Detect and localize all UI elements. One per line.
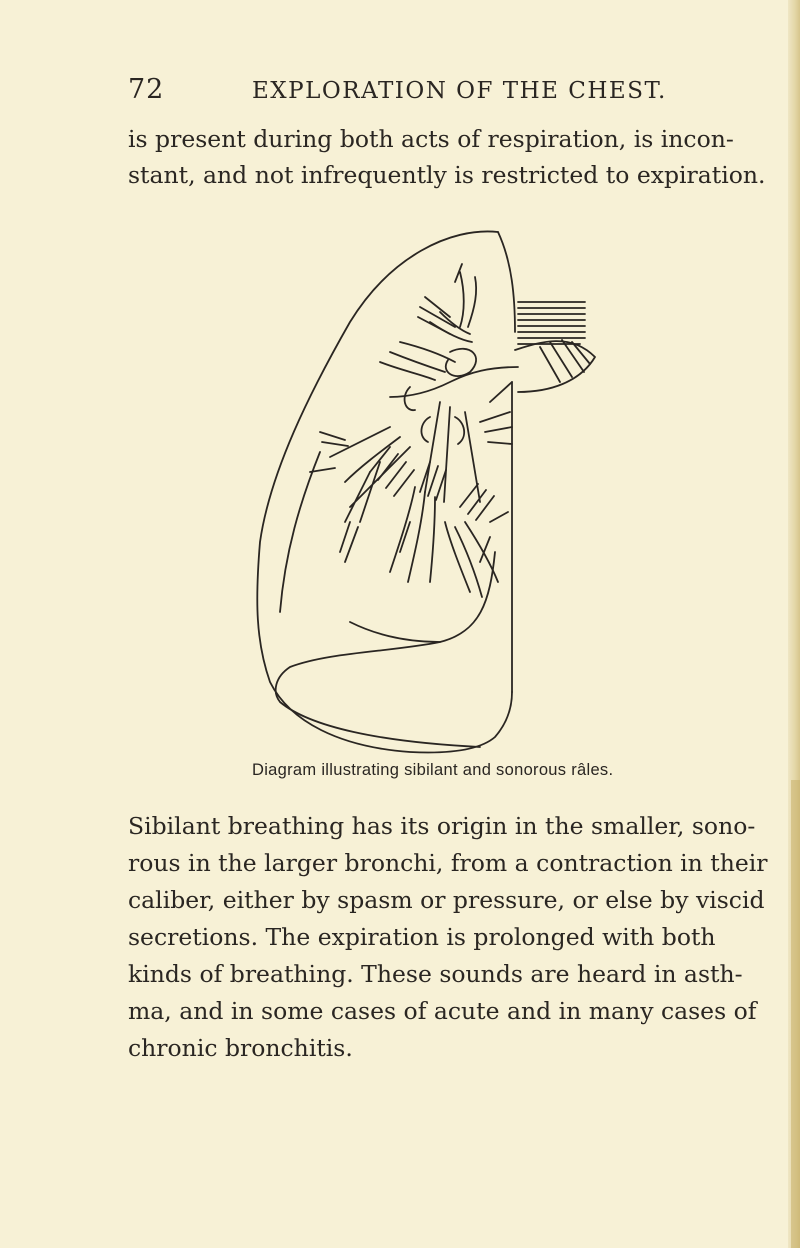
text-line: rous in the larger bronchi, from a contraction in their	[128, 849, 768, 877]
text-line: secretions. The expiration is prolonged with both	[128, 923, 716, 951]
bronchi-right-branch	[480, 382, 512, 444]
bronchi-middle	[380, 342, 455, 380]
lung-diagram-figure	[250, 222, 610, 762]
text-line: caliber, either by spasm or pressure, or else by viscid	[128, 886, 765, 914]
paragraph-main	[128, 808, 768, 1067]
left-inner-line	[280, 452, 320, 612]
bronchi-lower-main	[425, 402, 480, 502]
figure-caption: Diagram illustrating sibilant and sonorous râles.	[252, 761, 614, 779]
bronchi-lower-left	[330, 427, 410, 522]
running-title: EXPLORATION OF THE CHEST.	[252, 78, 667, 104]
bronchi-lower-center	[390, 487, 498, 597]
lobe-fissure	[276, 552, 495, 747]
bronchi-scroll	[446, 349, 476, 376]
text-line: ma, and in some cases of acute and in many cases of	[128, 997, 757, 1025]
bronchus-stub	[518, 302, 585, 344]
bronchus-hatch	[540, 340, 590, 382]
text-line: chronic bronchitis.	[128, 1034, 353, 1062]
page-number: 72	[128, 74, 165, 105]
bronchi-upper	[430, 264, 476, 342]
text-line: is present during both acts of respiration, is incon-	[128, 125, 734, 153]
text-line: kinds of breathing. These sounds are heard in asth-	[128, 960, 743, 988]
paragraph-top	[128, 122, 766, 193]
text-line: Sibilant breathing has its origin in the smaller, sono-	[128, 812, 756, 840]
lobe-fissure-small	[350, 622, 440, 642]
page-edge-shadow	[791, 780, 800, 1248]
bronchi-upper-left	[418, 297, 455, 334]
lung-outline-right	[498, 232, 515, 332]
text-line: stant, and not infrequently is restricted to expiration.	[128, 160, 766, 189]
